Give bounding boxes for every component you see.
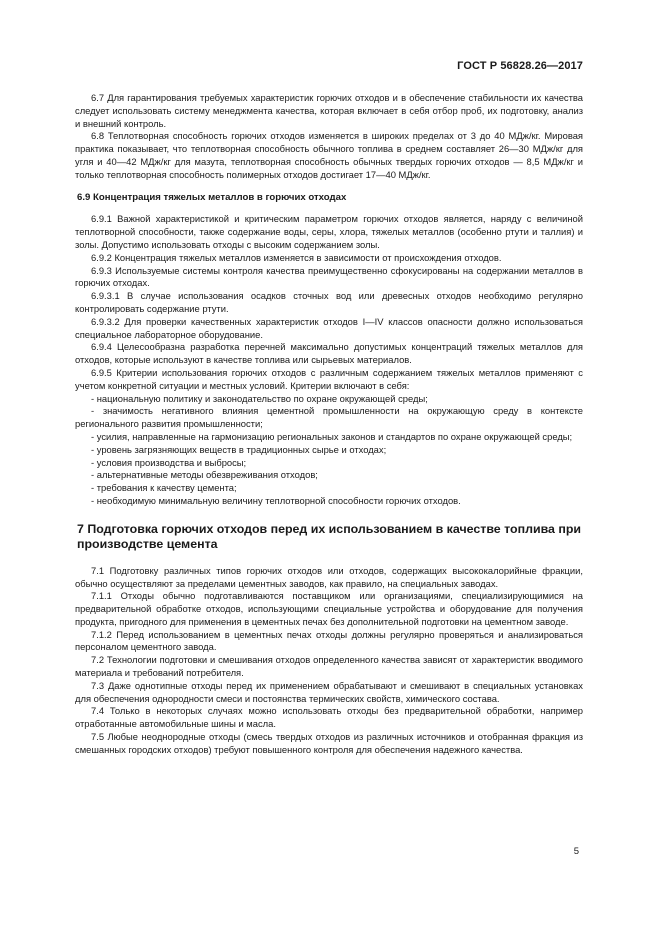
paragraph-6-9-4: 6.9.4 Целесообразна разработка перечней максимально допустимых концентраций тяжелых металлов для отходов, которые используют в качестве топлива или сырьевых материалов. [75,341,583,366]
list-item-text: альтернативные методы обезвреживания отходов; [96,469,318,481]
section-heading-7: 7 Подготовка горючих отходов перед их использованием в качестве топлива при производстве цемента [77,521,582,552]
paragraph-7-4: 7.4 Только в некоторых случаях можно использовать отходы без предварительной обработки, например отработанные автомобильные шины и масла. [75,705,583,730]
paragraph-7-5: 7.5 Любые неоднородные отходы (смесь твердых отходов из различных источников и отобранная фракция из смешанных городских отходов) требуют повышенного контроля для обеспечения надежного качества. [75,731,583,755]
list-item: - значимость негативного влияния цементной промышленности на окружающую среду в контексте регионального развития промышленности; [75,405,583,430]
page-number: 5 [573,846,579,857]
list-item-text: национальную политику и законодательство по охране окружающей среды; [96,392,428,404]
standard-header: ГОСТ Р 56828.26—2017 [457,60,583,72]
paragraph-6-9-3-1: 6.9.3.1 В случае использования осадков сточных вод или древесных отходов необходимо регулярно контролировать содержание ртути. [75,290,583,314]
list-item-text: уровень загрязняющих веществ в традиционных сырье и отходах; [96,443,387,455]
paragraph-6-9-3: 6.9.3 Используемые системы контроля качества преимущественно сфокусированы на содержании металлов в горючих отходах. [75,264,583,289]
list-item: - условия производства и выбросы; [91,456,247,468]
list-item: - уровень загрязняющих веществ в традиционных сырье и отходах; [91,443,387,455]
paragraph-6-9-5: 6.9.5 Критерии использования горючих отходов с различным содержанием тяжелых металлов применяют с учетом конкретной ситуации и местных условий. Критерии включают в себя: [75,366,583,391]
paragraph-7-1-1: 7.1.1 Отходы обычно подготавливаются поставщиком или организациями, специализирующимися на предварительной обработке отходов, использующими специальные устройства и оборудование для получения продукта, пригодного для применения в цементных печах без дополнительной подготовки на цементном заводе. [75,590,583,627]
paragraph-6-9-3-2: 6.9.3.2 Для проверки качественных характеристик отходов I—IV классов опасности должно использоваться специальное лабораторное оборудование. [75,315,583,340]
list-item-text: усилия, направленные на гармонизацию региональных законов и стандартов по охране окружающей среды; [96,430,573,442]
paragraph-7-3: 7.3 Даже однотипные отходы перед их применением обрабатывают и смешивают в специальных установках для обеспечения однородности смеси и постоянства термических свойств, химического состава. [75,679,583,704]
document-body [75,92,583,757]
list-item-text: необходимую минимальную величину теплотворной способности горючих отходов. [96,494,461,506]
section-heading-6-9: 6.9 Концентрация тяжелых металлов в горючих отходах [77,191,347,203]
list-item-text: требования к качеству цемента; [96,482,237,494]
list-item-text: значимость негативного влияния цементной промышленности на окружающую среду в контексте регионального развития промышленности; [75,405,583,430]
paragraph-6-9-2: 6.9.2 Концентрация тяжелых металлов изменяется в зависимости от происхождения отходов. [91,251,502,263]
paragraph-6-8: 6.8 Теплотворная способность горючих отходов изменяется в широких пределах от 3 до 40 МДж/кг. Мировая практика показывает, что теплотворная способность обычного топлива в среднем составляет 26—30 МДж/кг для угля и 40—42 МДж/кг для мазута, теплотворная способность обычных твердых горючих отходов — 8,5 МДж/кг и только теплотворная способность полимерных отходов достигает 17—40 МДж/кг. [75,130,583,180]
paragraph-6-7: 6.7 Для гарантирования требуемых характеристик горючих отходов и в обеспечение стабильности их качества следует использовать систему менеджмента качества, которая включает в себя отбор проб, их подготовку, анализ и внешний контроль. [75,92,583,129]
list-item: - требования к качеству цемента; [91,482,237,494]
list-item: - усилия, направленные на гармонизацию региональных законов и стандартов по охране окружающей среды; [91,430,573,442]
list-item: - национальную политику и законодательство по охране окружающей среды; [91,392,428,404]
paragraph-7-2: 7.2 Технологии подготовки и смешивания отходов определенного качества зависят от характеристик вводимого материала и требований потребителя. [75,654,583,679]
paragraph-7-1-2: 7.1.2 Перед использованием в цементных печах отходы должны регулярно проверяться и анализироваться персоналом цементного завода. [75,628,583,653]
paragraph-7-1: 7.1 Подготовку различных типов горючих отходов или отходов, содержащих высококалорийные фракции, обычно осуществляют за пределами цементных заводов, как правило, на специальных заводах. [75,564,583,589]
paragraph-6-9-1: 6.9.1 Важной характеристикой и критическим параметром горючих отходов является, наряду с величиной теплотворной способности, также содержание воды, серы, хлора, тяжелых металлов (особенно ртути и таллия) и золы. Допустимо использовать отходы с высоким содержанием золы. [75,213,583,250]
list-item-text: условия производства и выбросы; [96,456,247,468]
list-item: - необходимую минимальную величину теплотворной способности горючих отходов. [91,494,461,506]
list-item: - альтернативные методы обезвреживания отходов; [91,469,318,481]
